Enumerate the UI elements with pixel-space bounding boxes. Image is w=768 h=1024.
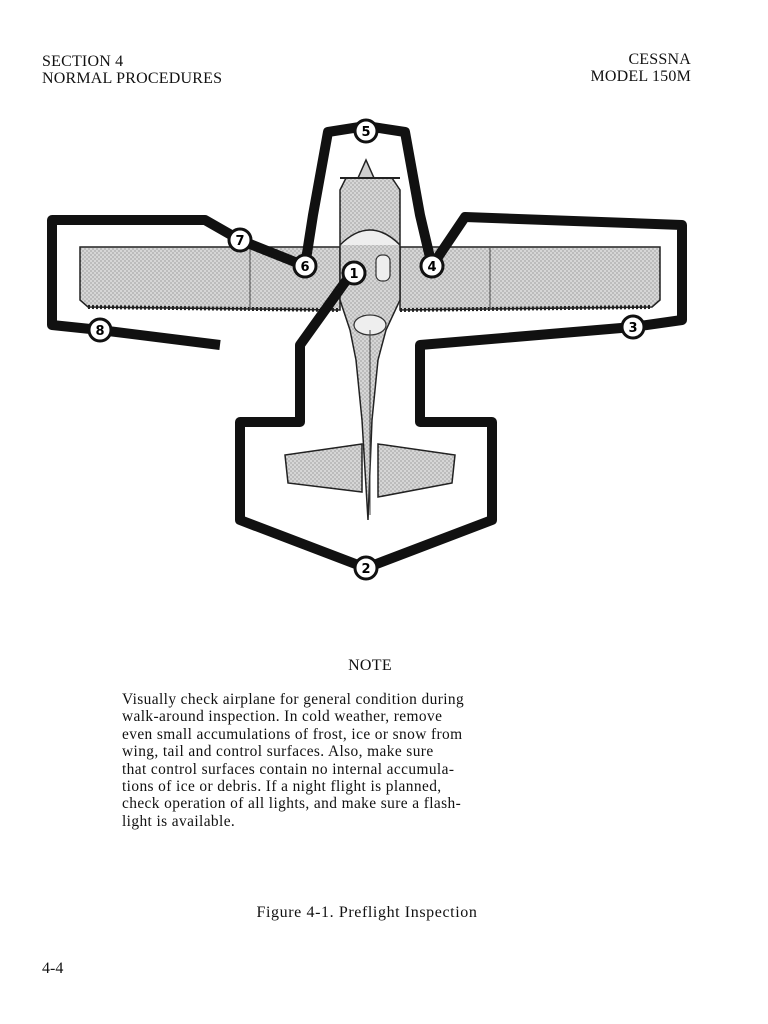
section-title: NORMAL PROCEDURES	[42, 70, 223, 87]
figure-caption: Figure 4-1. Preflight Inspection	[256, 904, 478, 921]
model-header	[590, 51, 691, 85]
preflight-walkaround-diagram	[0, 105, 768, 605]
note-line: that control surfaces contain no internal accumula-	[122, 760, 455, 778]
note-line: Visually check airplane for general condition during	[122, 691, 465, 708]
propeller-spinner	[358, 160, 374, 178]
svg-text:3: 3	[628, 321, 638, 336]
svg-text:7: 7	[235, 234, 245, 249]
section-number: SECTION 4	[42, 53, 124, 70]
marker-8	[89, 319, 111, 341]
note-line: wing, tail and control surfaces. Also, make sure	[122, 743, 434, 761]
svg-text:4: 4	[427, 260, 437, 275]
page-number: 4-4	[42, 960, 64, 977]
manufacturer-name: CESSNA	[628, 51, 691, 68]
svg-text:6: 6	[300, 260, 310, 275]
section-header	[42, 53, 222, 87]
note-line: light is available.	[122, 812, 236, 830]
svg-text:5: 5	[361, 125, 371, 140]
note-body	[122, 691, 584, 830]
marker-2	[355, 557, 377, 579]
note-line: tions of ice or debris. If a night flight is planned,	[122, 778, 442, 796]
marker-3	[622, 316, 644, 338]
marker-1	[343, 262, 365, 284]
svg-text:2: 2	[361, 562, 371, 577]
note-line: even small accumulations of frost, ice or snow from	[122, 725, 463, 743]
marker-5	[355, 120, 377, 142]
marker-6	[294, 255, 316, 277]
note-title: NOTE	[348, 657, 392, 674]
note-line: walk-around inspection. In cold weather, remove	[122, 708, 443, 726]
svg-text:1: 1	[349, 267, 359, 282]
note-line: check operation of all lights, and make sure a flash-	[122, 795, 462, 813]
marker-7	[229, 229, 251, 251]
marker-4	[421, 255, 443, 277]
svg-text:8: 8	[95, 324, 105, 339]
model-name: MODEL 150M	[590, 68, 691, 85]
